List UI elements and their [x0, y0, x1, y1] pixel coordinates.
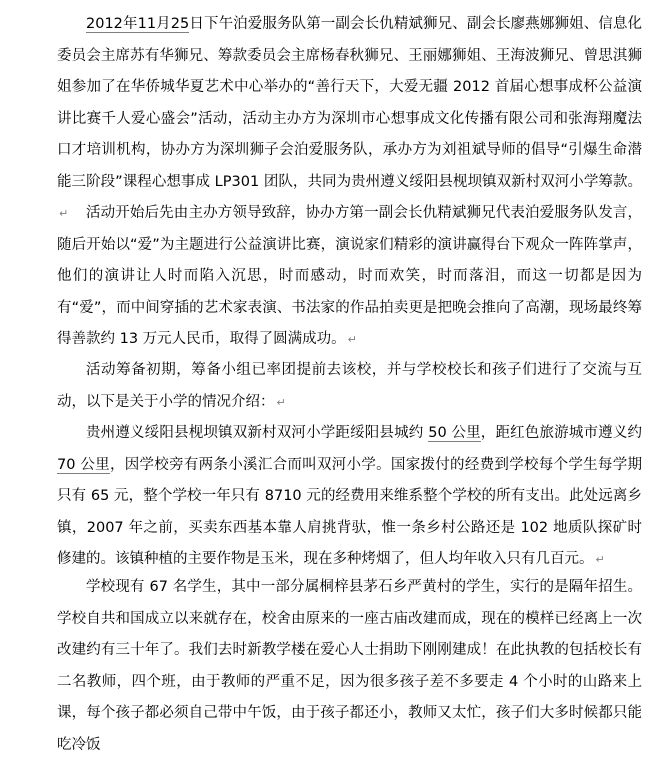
paragraph-event-intro [57, 9, 642, 230]
paragraph-school-location [57, 418, 642, 576]
paragraph-text: 活动开始后先由主办方领导致辞，协办方第一副会长仇精斌狮兄代表泊爱服务队发言，随后开始以“爱”为主题进行公益演讲比赛，演说家们精彩的演讲赢得台下观众一阵阵掌声，他们的演讲让人时而陷入沉思，时而感动，时而欢笑，时而落泪，而这一切都是因为有“爱”，而中间穿插的艺术家表演、书法家的作品拍卖更是把晚会推向了高潮，现场最终筹得善款约 13 万元人民币，取得了圆满成功。 [57, 205, 642, 347]
distance-zunyi: 70 公里 [57, 456, 110, 473]
paragraph-text: ，距红色旅游城市遵义约 [480, 425, 643, 441]
date-month-unit: 月 [156, 16, 171, 32]
date-month: 11 [137, 16, 157, 32]
paragraph-mark-icon: ↵ [595, 553, 605, 566]
paragraph-mark-icon: ↵ [59, 207, 69, 220]
paragraph-text: ，因学校旁有两条小溪汇合而叫双河小学。国家拨付的经费到学校每个学生每学期只有 65 元，整个学校一年只有 8710 元的经费用来维系整个学校的所有支出。此处远离乡镇，2007 年之前，买卖东西基本靠人肩挑背驮，惟一条乡村公路还是 102 地质队探矿时修建的。该镇种植的主要作物是玉米，现在多种烤烟了，但人均年收入只有几百元。 [57, 456, 643, 567]
paragraph-text: 学校现有 67 名学生，其中一部分属桐梓县茅石乡严黄村的学生，实行的是隔年招生。学校自共和国成立以来就存在，校舍由原来的一座古庙改建而成，现在的模样已经离上一次改建约有三十年了。我们去时新教学楼在爱心人士捐助下刚刚建成！在此执教的包括校长有二名教师，四个班，由于教师的严重不足，因为很多孩子差不多要走 4 个小时的山路来上课，每个孩子都必须自己带中午饭，由于孩子都还小，教师又太忙，孩子们大多时候都只能吃冷饭 [57, 579, 642, 753]
paragraph-preparation [57, 355, 642, 418]
date-year: 2012 [86, 16, 123, 32]
date-year-unit: 年 [122, 16, 138, 32]
date-day: 25 [170, 16, 190, 32]
paragraph-text: 贵州遵义绥阳县枧坝镇双新村双河小学距绥阳县城约 [86, 425, 429, 441]
paragraph-event-proceedings [57, 198, 642, 356]
paragraph-school-status [57, 572, 642, 761]
paragraph-mark-icon: ↵ [347, 333, 357, 346]
paragraph-text: 日下午泊爱服务队第一副会长仇精斌狮兄、副会长廖燕娜狮姐、信息化委员会主席苏有华狮兄、筹款委员会主席杨春秋狮兄、王丽娜狮姐、王海波狮兄、曾思淇狮姐参加了在华侨城华夏艺术中心举办的“善行天下，大爱无疆 2012 首届心想事成杯公益演讲比赛千人爱心盛会”活动，活动主办方为深圳市心想事成文化传播有限公司和张海翔魔法口才培训机构，协办方为深圳狮子会泊爱服务队，承办方为刘祖斌导师的倡导“引爆生命潜能三阶段”课程心想事成 LP301 团队，共同为贵州遵义绥阳县枧坝镇双新村双河小学筹款。 [57, 16, 643, 190]
paragraph-mark-icon: ↵ [276, 395, 286, 409]
paragraph-text: 活动筹备初期，筹备小组已率团提前去该校，并与学校校长和孩子们进行了交流与互动，以下是关于小学的情况介绍： [57, 362, 642, 410]
distance-county: 50 公里 [428, 425, 481, 441]
